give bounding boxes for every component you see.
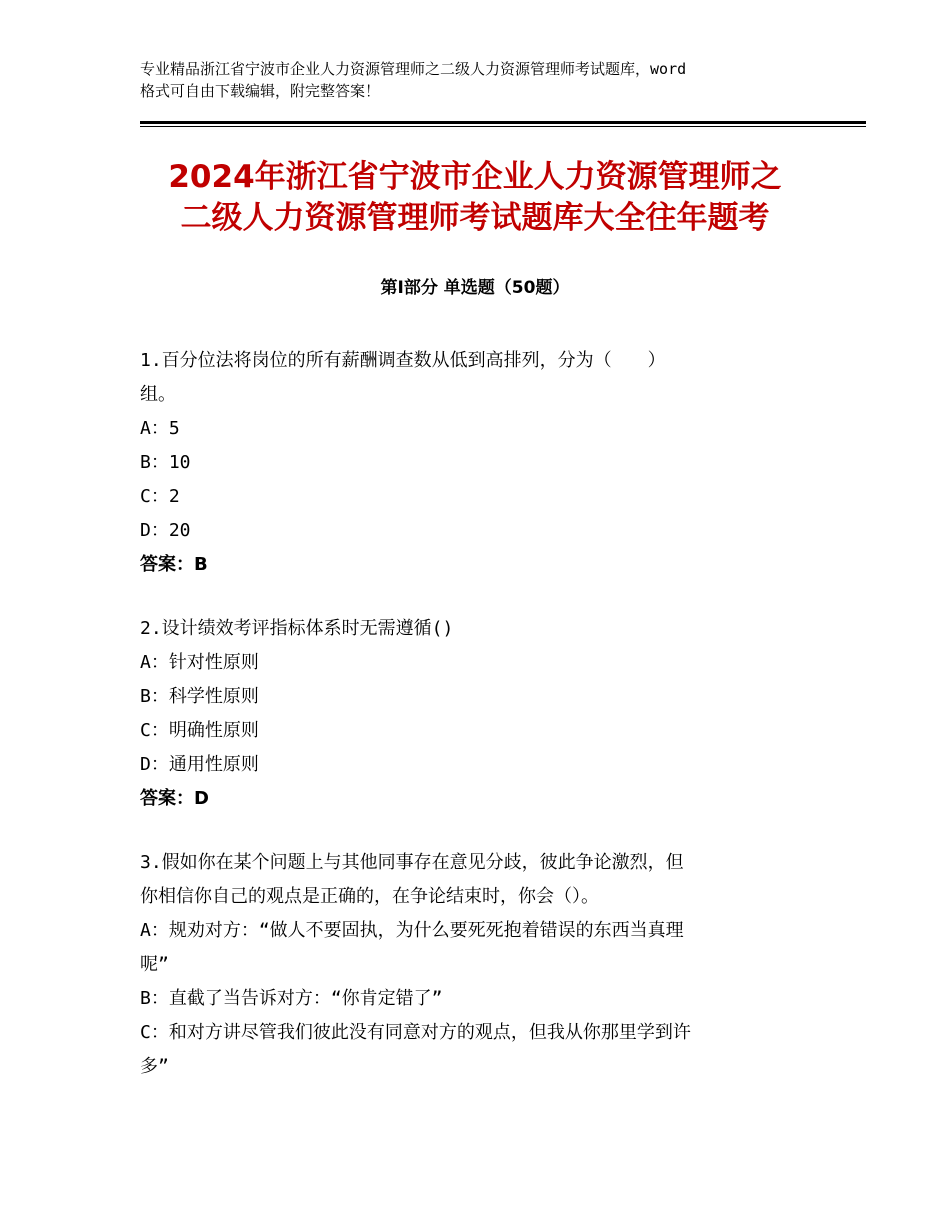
option-a: A：针对性原则: [140, 652, 259, 673]
option-c: C：明确性原则: [140, 720, 259, 741]
document-title-line: 2024年浙江省宁波市企业人力资源管理师之: [168, 159, 782, 195]
question-stem-line: 组。: [140, 384, 176, 405]
document-title-line: 二级人力资源管理师考试题库大全往年题考: [180, 200, 770, 236]
option-d: D：20: [140, 520, 191, 541]
question-item: [140, 612, 820, 816]
header-divider-thick: [140, 121, 866, 124]
option-b: B：直截了当告诉对方：“你肯定错了”: [140, 988, 443, 1009]
question-stem-line: 1.百分位法将岗位的所有薪酬调查数从低到高排列，分为（ ）: [140, 350, 666, 371]
question-stem-line: 你相信你自己的观点是正确的，在争论结束时，你会（）。: [140, 886, 599, 907]
answer-line: 答案：B: [140, 554, 208, 575]
question-stem-line: 2.设计绩效考评指标体系时无需遵循(): [140, 618, 454, 639]
option-a-continued: 呢”: [140, 954, 169, 975]
answer-line: 答案：D: [140, 788, 209, 809]
question-stem-line: 3.假如你在某个问题上与其他同事存在意见分歧，彼此争论激烈，但: [140, 852, 684, 873]
option-a: A：规劝对方：“做人不要固执，为什么要死死抱着错误的东西当真理: [140, 920, 684, 941]
option-c-continued: 多”: [140, 1056, 169, 1077]
option-b: B：科学性原则: [140, 686, 259, 707]
section-title: 第Ⅰ部分 单选题（50题）: [380, 278, 570, 298]
option-b: B：10: [140, 452, 191, 473]
header-divider-thin: [140, 126, 866, 127]
option-a: A：5: [140, 418, 180, 439]
document-title: [100, 157, 850, 239]
option-c: C：2: [140, 486, 180, 507]
header-note-line: 专业精品浙江省宁波市企业人力资源管理师之二级人力资源管理师考试题库，word: [140, 60, 687, 78]
option-d: D：通用性原则: [140, 754, 259, 775]
question-item: [140, 344, 820, 582]
question-list: [140, 344, 820, 1114]
header-note-line: 格式可自由下载编辑，附完整答案！: [140, 82, 381, 100]
option-c: C：和对方讲尽管我们彼此没有同意对方的观点，但我从你那里学到许: [140, 1022, 691, 1043]
question-item: [140, 846, 820, 1084]
header-note: [140, 58, 820, 102]
